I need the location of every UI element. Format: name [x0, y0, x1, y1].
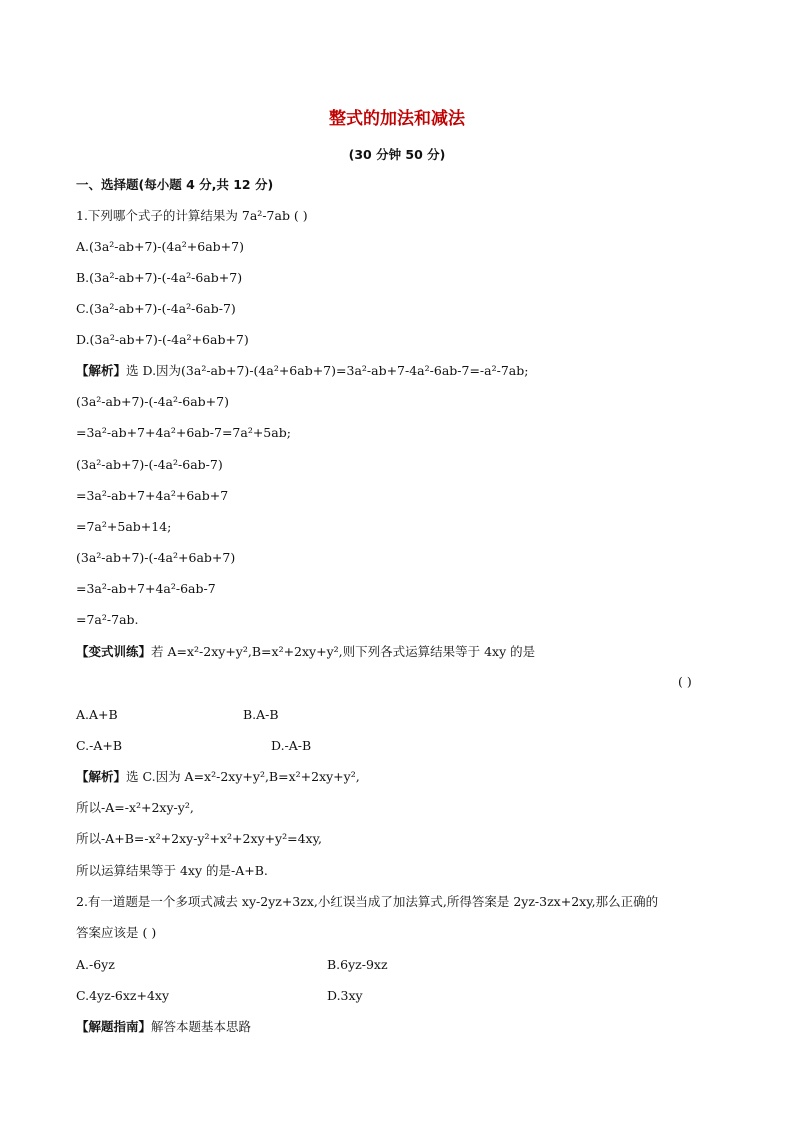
variant-text: 若 A=x²-2xy+y²,B=x²+2xy+y²,则下列各式运算结果等于 4xy 的是 — [151, 644, 536, 659]
analysis-line: =7a²-7ab. — [76, 612, 139, 627]
q2-option-a: A.-6yz — [76, 957, 115, 972]
analysis-line: 选 D.因为(3a²-ab+7)-(4a²+6ab+7)=3a²-ab+7-4a²-6ab-7=-a²-7ab; — [126, 363, 529, 378]
variant-stem — [76, 643, 535, 661]
q2-option-d: D.3xy — [327, 988, 363, 1003]
q1-option-a: A.(3a²-ab+7)-(4a²+6ab+7) — [76, 239, 244, 254]
analysis-line: 所以-A+B=-x²+2xy-y²+x²+2xy+y²=4xy, — [76, 831, 322, 846]
page-subtitle: (30 分钟 50 分) — [348, 147, 446, 162]
variant-option-d: D.-A-B — [271, 738, 312, 753]
q1-option-c: C.(3a²-ab+7)-(-4a²-6ab-7) — [76, 301, 236, 316]
analysis-line: =3a²-ab+7+4a²+6ab+7 — [76, 488, 229, 503]
q1-option-b: B.(3a²-ab+7)-(-4a²-6ab+7) — [76, 270, 243, 285]
q1-option-d: D.(3a²-ab+7)-(-4a²+6ab+7) — [76, 332, 249, 347]
question-2-stem-line-1: 2.有一道题是一个多项式减去 xy-2yz+3zx,小红误当成了加法算式,所得答案是 2yz-3zx+2xy,那么正确的 — [76, 894, 659, 909]
guide-label: 【解题指南】 — [76, 1019, 152, 1034]
question-1-stem: 1.下列哪个式子的计算结果为 7a²-7ab ( ) — [76, 208, 308, 223]
page-title: 整式的加法和减法 — [329, 109, 465, 129]
q1-analysis — [76, 362, 528, 380]
variant-label: 【变式训练】 — [76, 644, 152, 659]
analysis-line: =3a²-ab+7+4a²-6ab-7 — [76, 581, 216, 596]
variant-options-row-2 — [76, 737, 716, 755]
q2-options-row-2 — [76, 987, 716, 1005]
analysis-line: (3a²-ab+7)-(-4a²-6ab+7) — [76, 394, 229, 409]
analysis-line: 所以-A=-x²+2xy-y², — [76, 800, 194, 815]
variant-analysis — [76, 768, 360, 786]
analysis-label: 【解析】 — [76, 769, 127, 784]
analysis-line: (3a²-ab+7)-(-4a²-6ab-7) — [76, 457, 223, 472]
guide-text: 解答本题基本思路 — [151, 1019, 252, 1034]
question-2-stem-line-2: 答案应该是 ( ) — [76, 925, 157, 940]
analysis-label: 【解析】 — [76, 363, 127, 378]
section-heading: 一、选择题(每小题 4 分,共 12 分) — [76, 177, 274, 192]
analysis-line: (3a²-ab+7)-(-4a²+6ab+7) — [76, 550, 236, 565]
variant-option-c: C.-A+B — [76, 738, 123, 753]
variant-option-b: B.A-B — [243, 707, 279, 722]
q2-option-b: B.6yz-9xz — [327, 957, 388, 972]
q2-option-c: C.4yz-6xz+4xy — [76, 988, 170, 1003]
analysis-line: 选 C.因为 A=x²-2xy+y²,B=x²+2xy+y², — [126, 769, 360, 784]
q2-guide — [76, 1018, 251, 1036]
variant-option-a: A.A+B — [76, 707, 118, 722]
analysis-line: 所以运算结果等于 4xy 的是-A+B. — [76, 863, 268, 878]
analysis-line: =3a²-ab+7+4a²+6ab-7=7a²+5ab; — [76, 425, 291, 440]
q2-options-row-1 — [76, 956, 716, 974]
analysis-line: =7a²+5ab+14; — [76, 519, 172, 534]
variant-options-row-1 — [76, 706, 716, 724]
answer-bracket: ( ) — [678, 674, 692, 689]
